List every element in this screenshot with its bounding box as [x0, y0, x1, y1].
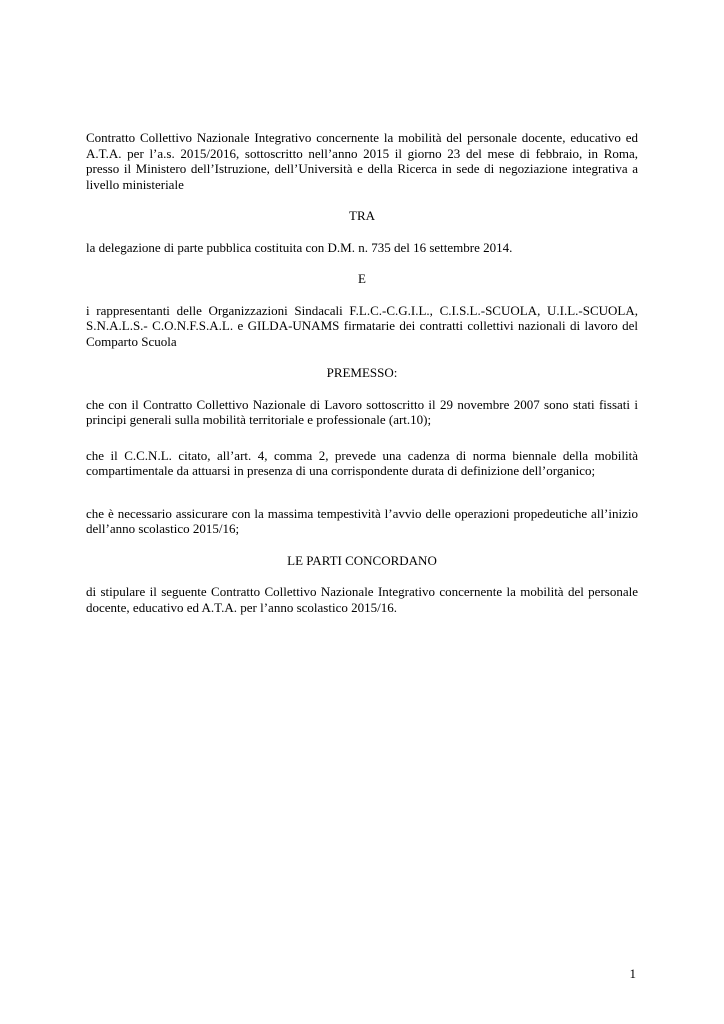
e-heading: E	[358, 271, 366, 286]
spacer	[86, 349, 638, 365]
tra-heading: TRA	[349, 208, 375, 223]
concordano-heading: LE PARTI CONCORDANO	[287, 552, 437, 568]
agreement-paragraph: di stipulare il seguente Contratto Collettivo Nazionale Integrativo concernente la mobilità del personale docente, educativo ed A.T.A. per l’anno scolastico 2015/16.	[86, 584, 638, 615]
spacer	[86, 287, 638, 303]
unions-party-paragraph: i rappresentanti delle Organizzazioni Sindacali F.L.C.-C.G.I.L., C.I.S.L.-SCUOLA, U.I.L.-SCUOLA, S.N.A.L.S.- C.O.N.F.S.A.L. e GILDA-UNAMS firmatarie dei contratti collettivi nazionali di lavoro del Comparto Scuola	[86, 302, 638, 349]
page-number: 1	[629, 966, 636, 981]
document-body	[86, 130, 638, 615]
spacer	[86, 428, 638, 448]
spacer	[86, 255, 638, 271]
premesso-heading: PREMESSO:	[326, 365, 398, 380]
premise-paragraph-1: che con il Contratto Collettivo Nazionale di Lavoro sottoscritto il 29 novembre 2007 sono stati fissati i principi generali sulla mobilità territoriale e professionale (art.10);	[86, 396, 638, 427]
public-party-paragraph: la delegazione di parte pubblica costituita con D.M. n. 735 del 16 settembre 2014.	[86, 239, 513, 255]
spacer	[86, 479, 638, 506]
spacer	[86, 568, 638, 584]
premise-paragraph-3: che è necessario assicurare con la massima tempestività l’avvio delle operazioni propedeutiche all’inizio dell’anno scolastico 2015/16;	[86, 505, 638, 536]
intro-paragraph: Contratto Collettivo Nazionale Integrativo concernente la mobilità del personale docente, educativo ed A.T.A. per l’a.s. 2015/2016, sottoscritto nell’anno 2015 il giorno 23 del mese di febbraio, in Roma, presso il Ministero dell’Istruzione, dell’Università e della Ricerca in sede di negoziazione integrativa a livello ministeriale	[86, 130, 638, 192]
spacer	[86, 537, 638, 553]
spacer	[86, 192, 638, 208]
premise-paragraph-2: che il C.C.N.L. citato, all’art. 4, comma 2, prevede una cadenza di norma biennale della mobilità compartimentale da attuarsi in presenza di una corrispondente durata di definizione dell’organico;	[86, 447, 638, 478]
spacer	[86, 381, 638, 397]
spacer	[86, 224, 638, 240]
